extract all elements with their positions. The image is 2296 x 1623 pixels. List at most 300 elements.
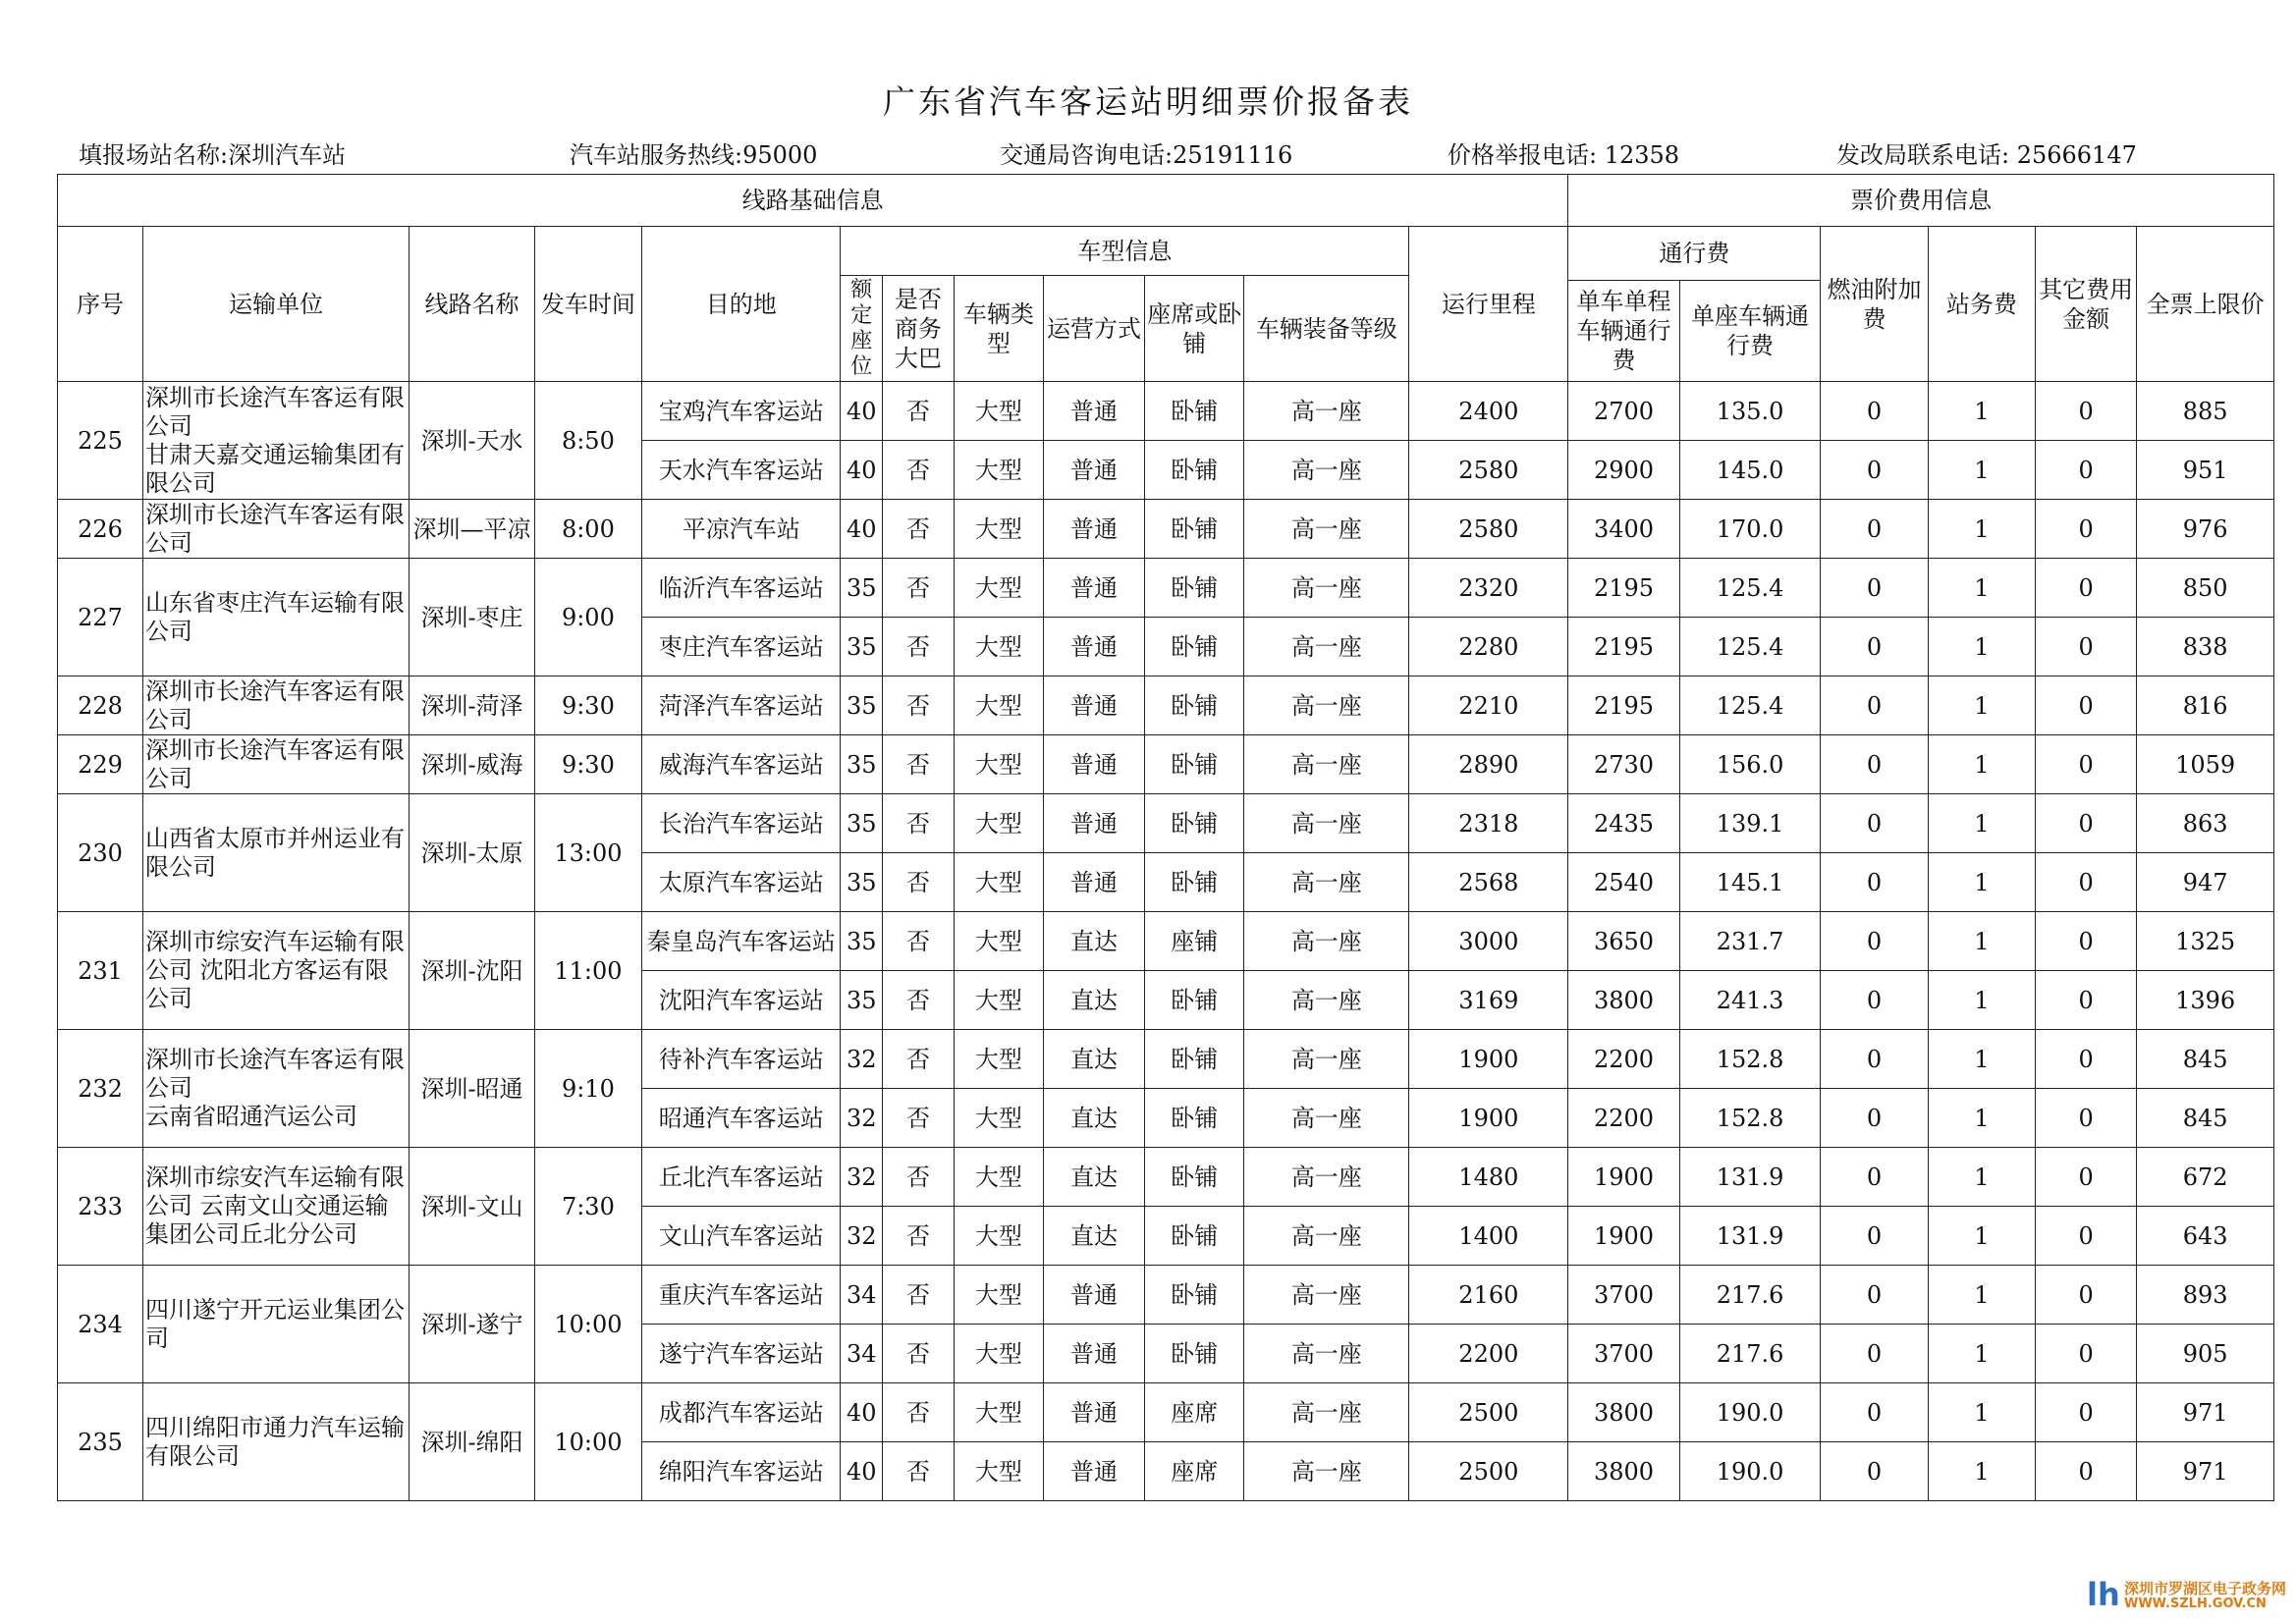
- other-fee-cell: 0: [2036, 1442, 2137, 1501]
- seats-cell: 32: [841, 1148, 883, 1207]
- other-fee-cell: 0: [2036, 676, 2137, 735]
- equipment-grade-cell: 高一座: [1244, 382, 1409, 441]
- mileage-cell: 2500: [1409, 1383, 1568, 1442]
- business-bus-cell: 否: [882, 500, 954, 559]
- departure-cell: 9:10: [534, 1030, 641, 1148]
- fuel-surcharge-cell: 0: [1821, 1266, 1928, 1325]
- mileage-cell: 2568: [1409, 853, 1568, 912]
- table-row: [58, 794, 2274, 853]
- vehicle-type-header: 车辆类型: [954, 276, 1043, 382]
- vehicle-type-cell: 大型: [954, 853, 1043, 912]
- mileage-cell: 3169: [1409, 971, 1568, 1030]
- seq-cell: 226: [58, 500, 143, 559]
- seat-or-berth-cell: 卧铺: [1145, 618, 1244, 676]
- departure-header: 发车时间: [534, 227, 641, 382]
- other-fee-cell: 0: [2036, 382, 2137, 441]
- equipment-grade-cell: 高一座: [1244, 618, 1409, 676]
- full-fare-cap-cell: 845: [2137, 1030, 2274, 1089]
- operation-mode-cell: 普通: [1043, 853, 1144, 912]
- station-fee-cell: 1: [1928, 618, 2035, 676]
- business-bus-cell: 否: [882, 559, 954, 618]
- seat-or-berth-cell: 座席: [1145, 1383, 1244, 1442]
- business-bus-cell: 否: [882, 618, 954, 676]
- seat-or-berth-header: 座席或卧铺: [1145, 276, 1244, 382]
- station-fee-cell: 1: [1928, 1148, 2035, 1207]
- seat-or-berth-cell: 卧铺: [1145, 853, 1244, 912]
- equipment-grade-cell: 高一座: [1244, 1030, 1409, 1089]
- toll-single-cell: 2200: [1568, 1030, 1679, 1089]
- operation-mode-cell: 普通: [1043, 441, 1144, 500]
- full-fare-cap-cell: 971: [2137, 1383, 2274, 1442]
- seats-cell: 32: [841, 1207, 883, 1266]
- toll-per-seat-header: 单座车辆通行费: [1679, 281, 1821, 382]
- business-bus-cell: 否: [882, 1383, 954, 1442]
- full-fare-cap-cell: 893: [2137, 1266, 2274, 1325]
- fuel-surcharge-cell: 0: [1821, 794, 1928, 853]
- fuel-surcharge-cell: 0: [1821, 1148, 1928, 1207]
- other-fee-cell: 0: [2036, 735, 2137, 794]
- mileage-cell: 1480: [1409, 1148, 1568, 1207]
- page-title: 广东省汽车客运站明细票价报备表: [883, 82, 1413, 121]
- carrier-cell: 四川遂宁开元运业集团公司: [143, 1266, 410, 1383]
- seat-or-berth-cell: 卧铺: [1145, 1148, 1244, 1207]
- departure-cell: 8:00: [534, 500, 641, 559]
- full-fare-cap-cell: 838: [2137, 618, 2274, 676]
- destination-cell: 遂宁汽车客运站: [642, 1325, 841, 1383]
- destination-cell: 绵阳汽车客运站: [642, 1442, 841, 1501]
- destination-cell: 宝鸡汽车客运站: [642, 382, 841, 441]
- equipment-grade-cell: 高一座: [1244, 853, 1409, 912]
- station-fee-cell: 1: [1928, 971, 2035, 1030]
- seats-cell: 40: [841, 441, 883, 500]
- other-fee-cell: 0: [2036, 1266, 2137, 1325]
- route-name-cell: 深圳-遂宁: [410, 1266, 535, 1383]
- table-row: [58, 1383, 2274, 1442]
- seats-cell: 40: [841, 382, 883, 441]
- toll-single-cell: 3650: [1568, 912, 1679, 971]
- station-fee-cell: 1: [1928, 559, 2035, 618]
- station-fee-cell: 1: [1928, 912, 2035, 971]
- station-fee-cell: 1: [1928, 1442, 2035, 1501]
- operation-mode-header: 运营方式: [1043, 276, 1144, 382]
- seq-cell: 225: [58, 382, 143, 500]
- seat-or-berth-cell: 座席: [1145, 1442, 1244, 1501]
- equipment-grade-header: 车辆装备等级: [1244, 276, 1409, 382]
- vehicle-type-cell: 大型: [954, 500, 1043, 559]
- destination-cell: 平凉汽车站: [642, 500, 841, 559]
- carrier-cell: 山东省枣庄汽车运输有限公司: [143, 559, 410, 676]
- destination-cell: 待补汽车客运站: [642, 1030, 841, 1089]
- route-name-header: 线路名称: [410, 227, 535, 382]
- mileage-header: 运行里程: [1409, 227, 1568, 382]
- destination-cell: 昭通汽车客运站: [642, 1089, 841, 1148]
- business-bus-cell: 否: [882, 1207, 954, 1266]
- seat-or-berth-cell: 卧铺: [1145, 1325, 1244, 1383]
- mileage-cell: 2160: [1409, 1266, 1568, 1325]
- departure-cell: 10:00: [534, 1266, 641, 1383]
- operation-mode-cell: 直达: [1043, 912, 1144, 971]
- operation-mode-cell: 普通: [1043, 1266, 1144, 1325]
- seq-cell: 232: [58, 1030, 143, 1148]
- departure-cell: 9:00: [534, 559, 641, 676]
- route-name-cell: 深圳-菏泽: [410, 676, 535, 735]
- mileage-cell: 2580: [1409, 500, 1568, 559]
- mileage-cell: 2400: [1409, 382, 1568, 441]
- seats-cell: 35: [841, 618, 883, 676]
- mileage-cell: 3000: [1409, 912, 1568, 971]
- toll-single-cell: 3800: [1568, 1442, 1679, 1501]
- vehicle-type-cell: 大型: [954, 794, 1043, 853]
- equipment-grade-cell: 高一座: [1244, 1325, 1409, 1383]
- vehicle-type-cell: 大型: [954, 971, 1043, 1030]
- seat-or-berth-cell: 卧铺: [1145, 500, 1244, 559]
- seq-cell: 234: [58, 1266, 143, 1383]
- operation-mode-cell: 普通: [1043, 1442, 1144, 1501]
- vehicle-type-cell: 大型: [954, 1207, 1043, 1266]
- equipment-grade-cell: 高一座: [1244, 1383, 1409, 1442]
- transport-bureau-phone: 交通局咨询电话:25191116: [1000, 141, 1293, 169]
- seats-cell: 34: [841, 1325, 883, 1383]
- full-fare-cap-cell: 971: [2137, 1442, 2274, 1501]
- carrier-cell: 深圳市综安汽车运输有限公司 云南文山交通运输集团公司丘北分公司: [143, 1148, 410, 1266]
- toll-per-seat-cell: 190.0: [1679, 1383, 1821, 1442]
- destination-cell: 重庆汽车客运站: [642, 1266, 841, 1325]
- business-bus-cell: 否: [882, 853, 954, 912]
- seq-cell: 230: [58, 794, 143, 912]
- operation-mode-cell: 普通: [1043, 500, 1144, 559]
- vehicle-type-cell: 大型: [954, 735, 1043, 794]
- route-name-cell: 深圳-太原: [410, 794, 535, 912]
- toll-single-cell: 2540: [1568, 853, 1679, 912]
- toll-single-cell: 2435: [1568, 794, 1679, 853]
- destination-cell: 成都汽车客运站: [642, 1383, 841, 1442]
- toll-per-seat-cell: 152.8: [1679, 1030, 1821, 1089]
- departure-cell: 7:30: [534, 1148, 641, 1266]
- toll-per-seat-cell: 135.0: [1679, 382, 1821, 441]
- full-fare-cap-cell: 863: [2137, 794, 2274, 853]
- seats-cell: 35: [841, 794, 883, 853]
- seats-cell: 35: [841, 912, 883, 971]
- departure-cell: 10:00: [534, 1383, 641, 1501]
- operation-mode-cell: 普通: [1043, 794, 1144, 853]
- toll-single-cell: 2195: [1568, 559, 1679, 618]
- carrier-cell: 深圳市长途汽车客运有限公司: [143, 735, 410, 794]
- toll-per-seat-cell: 145.1: [1679, 853, 1821, 912]
- route-basic-header: 线路基础信息: [58, 175, 1568, 227]
- full-fare-cap-header: 全票上限价: [2137, 227, 2274, 382]
- toll-single-cell: 3400: [1568, 500, 1679, 559]
- destination-cell: 秦皇岛汽车客运站: [642, 912, 841, 971]
- mileage-cell: 2210: [1409, 676, 1568, 735]
- table-row: [58, 1148, 2274, 1207]
- carrier-cell: 四川绵阳市通力汽车运输有限公司: [143, 1383, 410, 1501]
- business-bus-cell: 否: [882, 735, 954, 794]
- business-bus-cell: 否: [882, 676, 954, 735]
- table-row: [58, 912, 2274, 971]
- mileage-cell: 1900: [1409, 1089, 1568, 1148]
- toll-per-seat-cell: 131.9: [1679, 1207, 1821, 1266]
- full-fare-cap-cell: 643: [2137, 1207, 2274, 1266]
- full-fare-cap-cell: 885: [2137, 382, 2274, 441]
- destination-cell: 威海汽车客运站: [642, 735, 841, 794]
- table-row: [58, 382, 2274, 441]
- toll-per-seat-cell: 170.0: [1679, 500, 1821, 559]
- other-fee-cell: 0: [2036, 912, 2137, 971]
- toll-single-cell: 2200: [1568, 1089, 1679, 1148]
- operation-mode-cell: 直达: [1043, 1030, 1144, 1089]
- vehicle-type-cell: 大型: [954, 382, 1043, 441]
- vehicle-type-cell: 大型: [954, 912, 1043, 971]
- ndrc-phone: 发改局联系电话: 25666147: [1836, 141, 2137, 169]
- seats-cell: 40: [841, 1383, 883, 1442]
- vehicle-type-cell: 大型: [954, 1148, 1043, 1207]
- operation-mode-cell: 普通: [1043, 382, 1144, 441]
- seat-or-berth-cell: 卧铺: [1145, 1207, 1244, 1266]
- destination-cell: 天水汽车客运站: [642, 441, 841, 500]
- route-name-cell: 深圳—平凉: [410, 500, 535, 559]
- toll-header: 通行费: [1568, 227, 1821, 281]
- seat-or-berth-cell: 卧铺: [1145, 559, 1244, 618]
- table-row: [58, 735, 2274, 794]
- vehicle-type-cell: 大型: [954, 1030, 1043, 1089]
- full-fare-cap-cell: 845: [2137, 1089, 2274, 1148]
- toll-per-seat-cell: 145.0: [1679, 441, 1821, 500]
- vehicle-type-cell: 大型: [954, 1383, 1043, 1442]
- full-fare-cap-cell: 816: [2137, 676, 2274, 735]
- vehicle-type-cell: 大型: [954, 441, 1043, 500]
- vehicle-type-cell: 大型: [954, 1089, 1043, 1148]
- route-name-cell: 深圳-绵阳: [410, 1383, 535, 1501]
- other-fee-cell: 0: [2036, 1089, 2137, 1148]
- equipment-grade-cell: 高一座: [1244, 1089, 1409, 1148]
- toll-single-cell: 3800: [1568, 1383, 1679, 1442]
- fuel-surcharge-cell: 0: [1821, 382, 1928, 441]
- departure-cell: 9:30: [534, 676, 641, 735]
- other-fee-cell: 0: [2036, 971, 2137, 1030]
- seats-cell: 32: [841, 1089, 883, 1148]
- full-fare-cap-cell: 672: [2137, 1148, 2274, 1207]
- toll-single-cell: 2195: [1568, 618, 1679, 676]
- equipment-grade-cell: 高一座: [1244, 912, 1409, 971]
- seats-cell: 35: [841, 559, 883, 618]
- business-bus-cell: 否: [882, 1442, 954, 1501]
- station-fee-cell: 1: [1928, 441, 2035, 500]
- mileage-cell: 2318: [1409, 794, 1568, 853]
- equipment-grade-cell: 高一座: [1244, 441, 1409, 500]
- seat-or-berth-cell: 卧铺: [1145, 735, 1244, 794]
- route-name-cell: 深圳-沈阳: [410, 912, 535, 1030]
- operation-mode-cell: 普通: [1043, 735, 1144, 794]
- destination-cell: 菏泽汽车客运站: [642, 676, 841, 735]
- carrier-cell: 深圳市长途汽车客运有限公司: [143, 676, 410, 735]
- seat-or-berth-cell: 卧铺: [1145, 382, 1244, 441]
- other-fee-cell: 0: [2036, 1207, 2137, 1266]
- seat-or-berth-cell: 卧铺: [1145, 1266, 1244, 1325]
- watermark-logo: [2087, 1576, 2293, 1617]
- toll-per-seat-cell: 131.9: [1679, 1148, 1821, 1207]
- toll-single-cell: 3700: [1568, 1266, 1679, 1325]
- seat-or-berth-cell: 卧铺: [1145, 794, 1244, 853]
- station-fee-cell: 1: [1928, 794, 2035, 853]
- departure-cell: 13:00: [534, 794, 641, 912]
- seats-cell: 35: [841, 853, 883, 912]
- toll-per-seat-cell: 190.0: [1679, 1442, 1821, 1501]
- toll-single-cell: 2900: [1568, 441, 1679, 500]
- mileage-cell: 2200: [1409, 1325, 1568, 1383]
- station-fee-cell: 1: [1928, 1325, 2035, 1383]
- table-row: [58, 559, 2274, 618]
- station-fee-cell: 1: [1928, 382, 2035, 441]
- table-row: [58, 500, 2274, 559]
- fuel-surcharge-cell: 0: [1821, 1383, 1928, 1442]
- station-fee-header: 站务费: [1928, 227, 2035, 382]
- fuel-surcharge-cell: 0: [1821, 735, 1928, 794]
- service-hotline: 汽车站服务热线:95000: [570, 141, 818, 169]
- price-report-phone: 价格举报电话: 12358: [1448, 141, 1680, 169]
- toll-per-seat-cell: 217.6: [1679, 1266, 1821, 1325]
- carrier-cell: 山西省太原市并州运业有限公司: [143, 794, 410, 912]
- route-name-cell: 深圳-枣庄: [410, 559, 535, 676]
- station-name: 填报场站名称:深圳汽车站: [79, 141, 347, 169]
- mileage-cell: 1400: [1409, 1207, 1568, 1266]
- destination-cell: 太原汽车客运站: [642, 853, 841, 912]
- full-fare-cap-cell: 850: [2137, 559, 2274, 618]
- toll-per-seat-cell: 139.1: [1679, 794, 1821, 853]
- seq-cell: 231: [58, 912, 143, 1030]
- toll-per-seat-cell: 125.4: [1679, 676, 1821, 735]
- business-bus-cell: 否: [882, 1089, 954, 1148]
- fuel-surcharge-cell: 0: [1821, 500, 1928, 559]
- route-name-cell: 深圳-天水: [410, 382, 535, 500]
- vehicle-type-cell: 大型: [954, 1266, 1043, 1325]
- other-fee-cell: 0: [2036, 794, 2137, 853]
- table-row: [58, 676, 2274, 735]
- fuel-surcharge-header: 燃油附加费: [1821, 227, 1928, 382]
- destination-cell: 长治汽车客运站: [642, 794, 841, 853]
- equipment-grade-cell: 高一座: [1244, 1207, 1409, 1266]
- business-bus-header: 是否商务大巴: [882, 276, 954, 382]
- other-fee-header: 其它费用金额: [2036, 227, 2137, 382]
- equipment-grade-cell: 高一座: [1244, 1442, 1409, 1501]
- seat-or-berth-cell: 卧铺: [1145, 441, 1244, 500]
- seq-cell: 227: [58, 559, 143, 676]
- toll-single-cell: 3700: [1568, 1325, 1679, 1383]
- business-bus-cell: 否: [882, 1325, 954, 1383]
- departure-cell: 9:30: [534, 735, 641, 794]
- fare-info-header: 票价费用信息: [1568, 175, 2274, 227]
- operation-mode-cell: 直达: [1043, 1148, 1144, 1207]
- fuel-surcharge-cell: 0: [1821, 1089, 1928, 1148]
- toll-per-seat-cell: 241.3: [1679, 971, 1821, 1030]
- fuel-surcharge-cell: 0: [1821, 559, 1928, 618]
- other-fee-cell: 0: [2036, 1325, 2137, 1383]
- departure-cell: 11:00: [534, 912, 641, 1030]
- station-fee-cell: 1: [1928, 1089, 2035, 1148]
- business-bus-cell: 否: [882, 971, 954, 1030]
- toll-per-seat-cell: 125.4: [1679, 618, 1821, 676]
- station-fee-cell: 1: [1928, 1030, 2035, 1089]
- toll-single-cell: 2700: [1568, 382, 1679, 441]
- toll-single-cell: 1900: [1568, 1148, 1679, 1207]
- vehicle-info-header: 车型信息: [841, 227, 1409, 276]
- seats-cell: 32: [841, 1030, 883, 1089]
- seat-or-berth-cell: 卧铺: [1145, 1030, 1244, 1089]
- destination-header: 目的地: [642, 227, 841, 382]
- lh-logo-icon: lh: [2087, 1576, 2120, 1613]
- full-fare-cap-cell: 976: [2137, 500, 2274, 559]
- route-name-cell: 深圳-威海: [410, 735, 535, 794]
- other-fee-cell: 0: [2036, 1030, 2137, 1089]
- destination-cell: 丘北汽车客运站: [642, 1148, 841, 1207]
- seq-cell: 235: [58, 1383, 143, 1501]
- business-bus-cell: 否: [882, 912, 954, 971]
- other-fee-cell: 0: [2036, 618, 2137, 676]
- table-row: [58, 1030, 2274, 1089]
- carrier-cell: 深圳市长途汽车客运有限公司 云南省昭通汽运公司: [143, 1030, 410, 1148]
- seat-or-berth-cell: 卧铺: [1145, 676, 1244, 735]
- station-fee-cell: 1: [1928, 735, 2035, 794]
- full-fare-cap-cell: 947: [2137, 853, 2274, 912]
- mileage-cell: 2320: [1409, 559, 1568, 618]
- route-name-cell: 深圳-昭通: [410, 1030, 535, 1148]
- business-bus-cell: 否: [882, 382, 954, 441]
- business-bus-cell: 否: [882, 1030, 954, 1089]
- fuel-surcharge-cell: 0: [1821, 441, 1928, 500]
- fuel-surcharge-cell: 0: [1821, 676, 1928, 735]
- equipment-grade-cell: 高一座: [1244, 676, 1409, 735]
- other-fee-cell: 0: [2036, 500, 2137, 559]
- toll-single-cell: 2730: [1568, 735, 1679, 794]
- vehicle-type-cell: 大型: [954, 559, 1043, 618]
- operation-mode-cell: 普通: [1043, 1325, 1144, 1383]
- other-fee-cell: 0: [2036, 559, 2137, 618]
- fuel-surcharge-cell: 0: [1821, 618, 1928, 676]
- carrier-cell: 深圳市综安汽车运输有限公司 沈阳北方客运有限公司: [143, 912, 410, 1030]
- mileage-cell: 2500: [1409, 1442, 1568, 1501]
- toll-per-seat-cell: 125.4: [1679, 559, 1821, 618]
- toll-per-seat-cell: 156.0: [1679, 735, 1821, 794]
- seat-or-berth-cell: 卧铺: [1145, 1089, 1244, 1148]
- operation-mode-cell: 普通: [1043, 618, 1144, 676]
- fuel-surcharge-cell: 0: [1821, 1325, 1928, 1383]
- fuel-surcharge-cell: 0: [1821, 912, 1928, 971]
- mileage-cell: 1900: [1409, 1030, 1568, 1089]
- seq-header: 序号: [58, 227, 143, 382]
- seq-cell: 228: [58, 676, 143, 735]
- full-fare-cap-cell: 1325: [2137, 912, 2274, 971]
- fuel-surcharge-cell: 0: [1821, 971, 1928, 1030]
- equipment-grade-cell: 高一座: [1244, 735, 1409, 794]
- vehicle-type-cell: 大型: [954, 1325, 1043, 1383]
- watermark-url: WWW.SZLH.GOV.CN: [2124, 1596, 2267, 1611]
- full-fare-cap-cell: 1059: [2137, 735, 2274, 794]
- fuel-surcharge-cell: 0: [1821, 1207, 1928, 1266]
- operation-mode-cell: 普通: [1043, 559, 1144, 618]
- route-name-cell: 深圳-文山: [410, 1148, 535, 1266]
- seq-cell: 233: [58, 1148, 143, 1266]
- mileage-cell: 2890: [1409, 735, 1568, 794]
- destination-cell: 枣庄汽车客运站: [642, 618, 841, 676]
- full-fare-cap-cell: 1396: [2137, 971, 2274, 1030]
- seats-header: 额定座位: [841, 276, 883, 382]
- equipment-grade-cell: 高一座: [1244, 559, 1409, 618]
- watermark-site-name: 深圳市罗湖区电子政务网: [2124, 1580, 2287, 1597]
- carrier-header: 运输单位: [143, 227, 410, 382]
- seats-cell: 35: [841, 676, 883, 735]
- station-fee-cell: 1: [1928, 676, 2035, 735]
- operation-mode-cell: 普通: [1043, 676, 1144, 735]
- equipment-grade-cell: 高一座: [1244, 971, 1409, 1030]
